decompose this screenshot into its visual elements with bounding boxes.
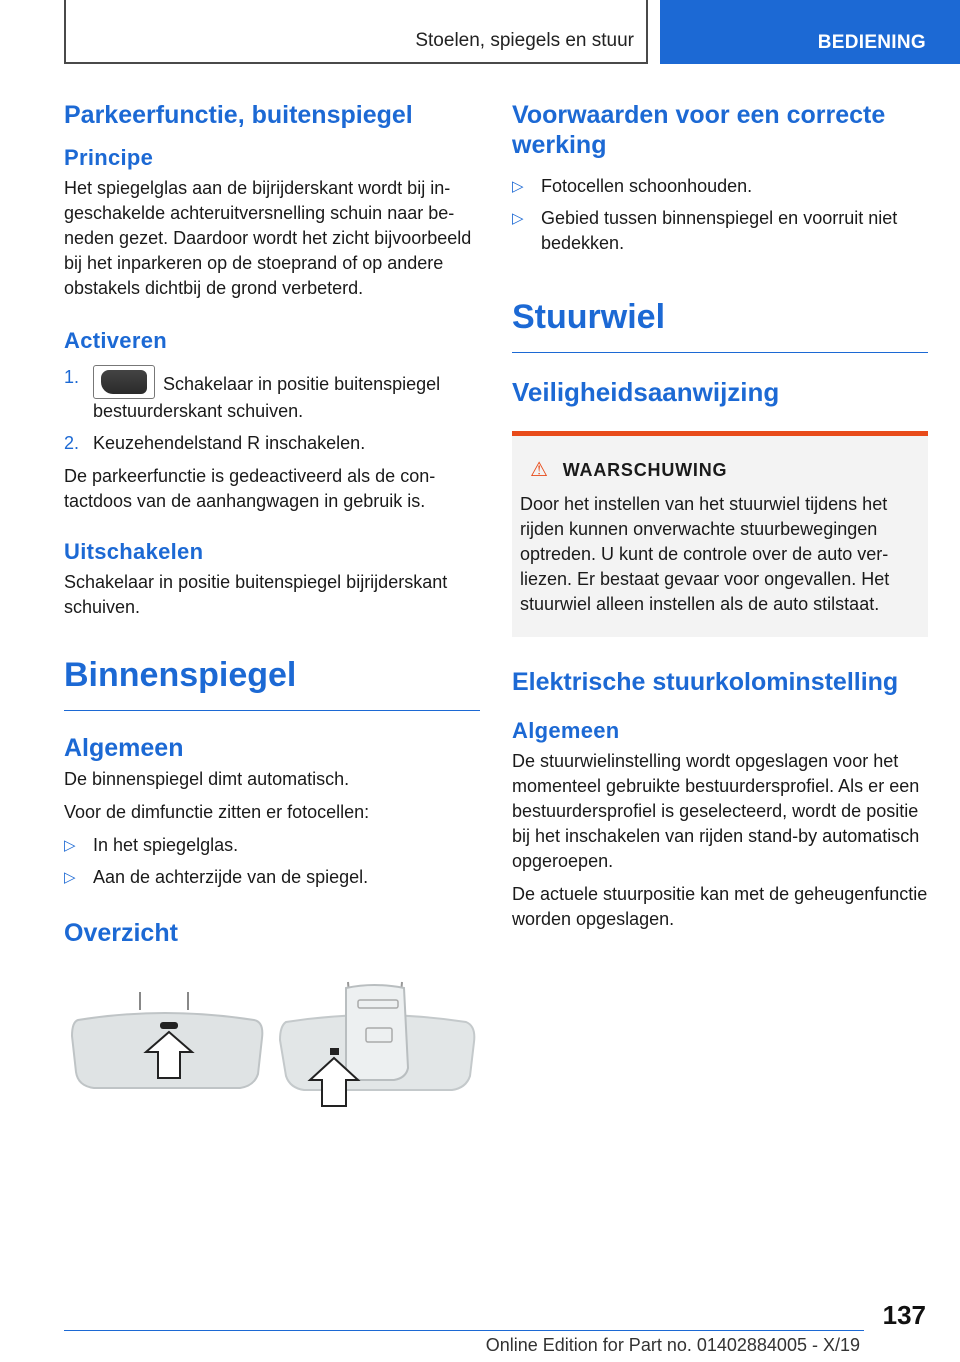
warning-triangle-icon: ⚠ [530, 459, 549, 481]
activeren-note: De parkeerfunctie is gedeactiveerd als de contactdoos van de aanhangwagen in gebruik is. [64, 466, 436, 511]
triangle-right-icon: ▷ [64, 837, 76, 854]
algemeen-heading: Algemeen [512, 718, 620, 743]
list-item: ▷ Aan de achterzijde van de spiegel. [64, 865, 480, 890]
list-item [64, 365, 480, 424]
algemeen-heading: Algemeen [64, 734, 184, 762]
voorwaarden-list [512, 174, 928, 256]
chapter-title: BEDIENING [817, 32, 926, 53]
uitschakelen-text: Schakelaar in positie buitenspiegel bijrijderskant schuiven. [64, 572, 448, 617]
warning-text: Door het instellen van het stuurwiel tijdens het rijden kunnen onverwachte stuurbewegingen optreden. U kunt de controle over de auto verliezen. Er bestaat gevaar voor ongevallen. Het stuurwiel alleen instellen als de auto stilstaat. [520, 494, 890, 614]
list-item: ▷ In het spiegelglas. [64, 833, 480, 858]
list-item [64, 431, 480, 456]
left-column [64, 100, 480, 1158]
stuurwiel-section [512, 296, 928, 353]
list-item: ▷ Gebied tussen binnenspiegel en voorruit niet bedekken. [512, 208, 898, 253]
uitschakelen-heading: Uitschakelen [64, 539, 204, 564]
list-item: ▷ Fotocellen schoonhouden. [512, 174, 928, 199]
algemeen-text-2: De actuele stuurpositie kan met de geheugenfunctie worden opgeslagen. [512, 884, 928, 929]
footer-edition: Online Edition for Part no. 01402884005 - X/19 [485, 1335, 860, 1355]
warning-box [512, 431, 928, 637]
fotocellen-list [64, 833, 480, 890]
mirror-switch-icon [93, 365, 155, 399]
running-header [64, 0, 648, 64]
step-text: Schakelaar in positie buitenspiegel bestuurderskant schuiven. [93, 374, 441, 421]
elektrische-heading: Elektrische stuurkolominstelling [512, 668, 899, 696]
algemeen-text-2: Voor de dimfunctie zitten er fotocellen: [64, 802, 370, 822]
binnenspiegel-heading: Binnenspiegel [64, 654, 480, 711]
rear-view-mirror-image [64, 978, 480, 1158]
principe-heading: Principe [64, 145, 154, 170]
mirror-illustration [64, 978, 480, 1158]
voorwaarden-heading: Voorwaarden voor een correcte werking [512, 101, 886, 159]
stuurwiel-heading: Stuurwiel [512, 296, 928, 353]
footer-divider [64, 1330, 864, 1331]
chapter-tab [660, 0, 960, 64]
step-number: 1. [64, 367, 80, 387]
step-number: 2. [64, 433, 80, 453]
activeren-heading: Activeren [64, 328, 167, 353]
binnenspiegel-section [64, 654, 480, 711]
triangle-right-icon: ▷ [512, 178, 524, 195]
algemeen-text-1: De stuurwielinstelling wordt opgeslagen voor het momenteel gebruikte bestuurdersprofiel. Als er een bestuurdersprofiel is geselecteerd, wordt de positie bij het inschakelen van rijden stand-by automatisch opgeroepen. [512, 751, 920, 871]
overzicht-heading: Overzicht [64, 919, 178, 947]
step-text: Keuzehendelstand R inschakelen. [93, 433, 366, 453]
parkeerfunctie-heading: Parkeerfunctie, buitenspiegel [64, 101, 413, 129]
page-number: 137 [882, 1300, 926, 1330]
veiligheid-heading: Veiligheidsaanwijzing [512, 377, 780, 407]
activeren-steps [64, 365, 480, 456]
triangle-right-icon: ▷ [512, 210, 524, 227]
algemeen-text-1: De binnenspiegel dimt automatisch. [64, 769, 350, 789]
triangle-right-icon: ▷ [64, 869, 76, 886]
warning-title: ⚠ WAARSCHUWING [530, 459, 728, 481]
principe-text: Het spiegelglas aan de bijrijderskant wordt bij ingeschakelde achteruitversnelling schuin naar beneden gezet. Daardoor wordt het zicht bijvoorbeeld bij het inparkeren op de stoeprand of op andere obstakels dichtbij de grond verbeterd. [64, 178, 472, 298]
section-title: Stoelen, spiegels en stuur [415, 30, 634, 51]
right-column [512, 100, 928, 940]
